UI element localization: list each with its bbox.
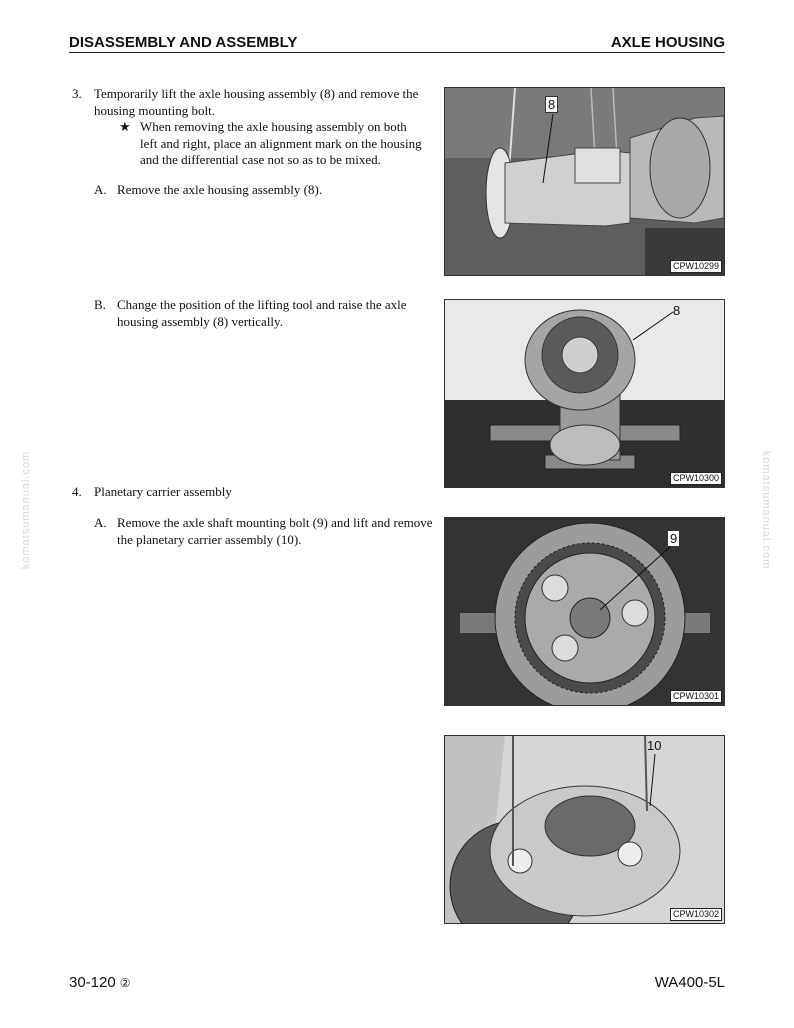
step-4-text: Planetary carrier assembly	[94, 484, 232, 499]
step-3-note: When removing the axle housing assembly on both left and right, place an alignment mark on the housing and the differential case not so as to be mixed.	[140, 119, 422, 167]
model-name: WA400-5L	[654, 974, 725, 991]
step-3b-text: Change the position of the lifting tool and raise the axle housing assembly (8) vertically.	[117, 297, 407, 329]
watermark-right: komatsumanual.com	[760, 450, 772, 570]
page-number: 30-120	[69, 974, 116, 991]
housing-vertical-photo	[445, 300, 724, 487]
callout-8: 8	[673, 303, 681, 318]
figure-code: CPW10301	[670, 690, 722, 703]
callout-10: 10	[647, 738, 662, 753]
chapter-title: AXLE HOUSING	[610, 34, 725, 51]
step-3a-text: Remove the axle housing assembly (8).	[117, 182, 323, 197]
callout-9: 9	[667, 530, 680, 547]
figure-code: CPW10300	[670, 472, 722, 485]
page-header	[69, 32, 725, 53]
step-4a-label: A.	[94, 515, 107, 530]
section-title: DISASSEMBLY AND ASSEMBLY	[69, 34, 298, 51]
callout-8: 8	[545, 96, 558, 113]
step-4-number: 4.	[72, 484, 82, 499]
axle-housing-photo	[445, 88, 724, 275]
star-icon: ★	[119, 119, 131, 134]
step-4a-text: Remove the axle shaft mounting bolt (9) and lift and remove the planetary carrier assembly (10).	[117, 515, 433, 547]
figure-code: CPW10299	[670, 260, 722, 273]
step-3a-label: A.	[94, 182, 107, 197]
step-3-number: 3.	[72, 86, 82, 101]
watermark-left: komatsumanual.com	[20, 450, 32, 570]
figure-axle-housing-lift	[444, 87, 725, 276]
step-3-text: Temporarily lift the axle housing assembly (8) and remove the housing mounting bolt.	[94, 86, 419, 118]
figure-carrier-lift	[444, 735, 725, 924]
figure-housing-vertical	[444, 299, 725, 488]
step-3b-label: B.	[94, 297, 106, 312]
figure-code: CPW10302	[670, 908, 722, 921]
carrier-lift-photo	[445, 736, 724, 923]
page-footer	[69, 974, 725, 994]
figure-planetary-carrier	[444, 517, 725, 706]
revision-icon: ②	[119, 976, 131, 990]
planetary-carrier-photo	[445, 518, 724, 705]
page-number-group	[69, 974, 130, 991]
